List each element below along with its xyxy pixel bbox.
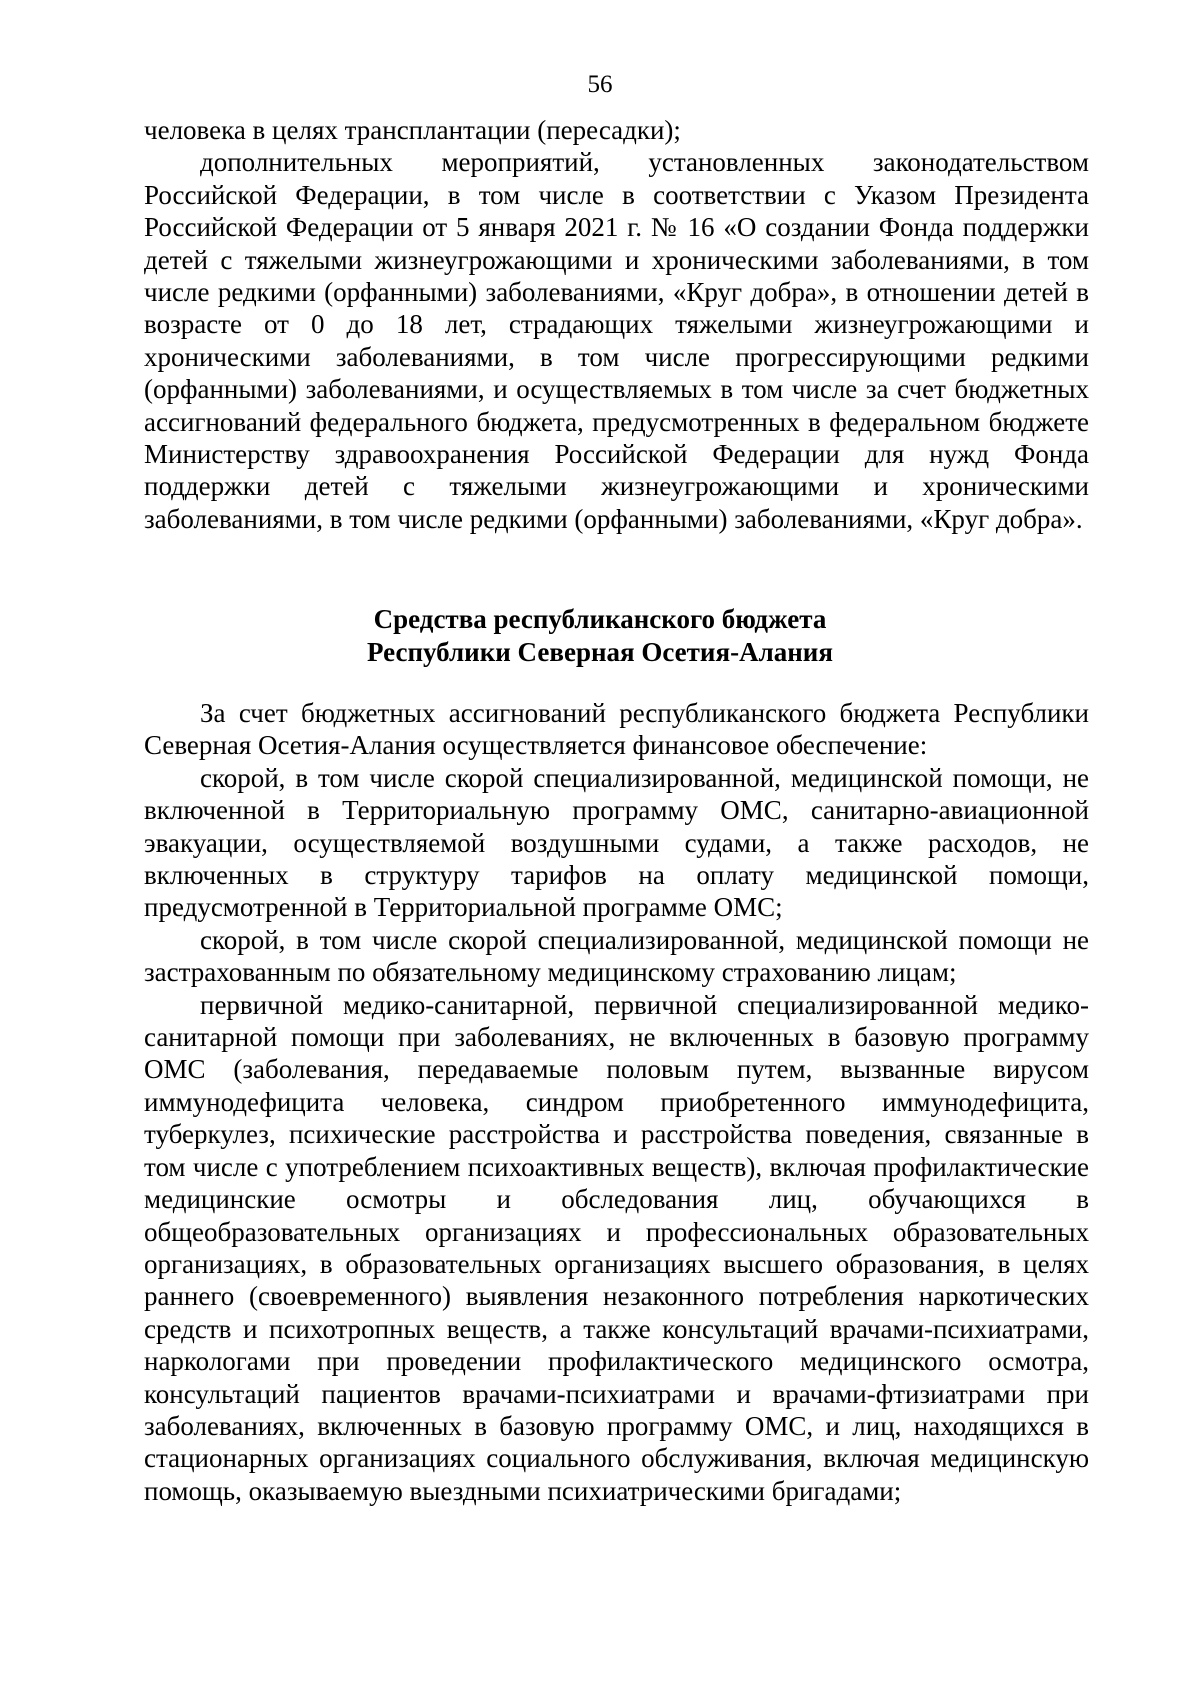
- paragraph: человека в целях трансплантации (пересадки);: [144, 115, 681, 145]
- section-heading: [0, 603, 1200, 668]
- page-number: 56: [587, 71, 613, 98]
- paragraph: первичной медико-санитарной, первичной специализированной медико-санитарной помощи при заболеваниях, не включенных в базовую программу ОМС (заболевания, передаваемые половым путем, вызванные вирусом иммунодефицита человека, синдром приобретенного иммунодефицита, туберкулез, психические расстройства и расстройства поведения, связанные в том числе с употреблением психоактивных веществ), включая профилактические медицинские осмотры и обследования лиц, обучающихся в общеобразовательных организациях и профессиональных образовательных организациях, в образовательных организациях высшего образования, в целях раннего (своевременного) выявления незаконного потребления наркотических средств и психотропных веществ, а также консультаций врачами-психиатрами, наркологами при проведении профилактического медицинского осмотра, консультаций пациентов врачами-психиатрами и врачами-фтизиатрами при заболеваниях, включенных в базовую программу ОМС, и лиц, находящихся в стационарных организациях социального обслуживания, включая медицинскую помощь, оказываемую выездными психиатрическими бригадами;: [144, 989, 1089, 1506]
- section-heading-line: Средства республиканского бюджета: [373, 604, 827, 634]
- paragraph: скорой, в том числе скорой специализированной, медицинской помощи, не включенной в Территориальную программу ОМС, санитарно-авиационной эвакуации, осуществляемой воздушными судами, а также расходов, не включенных в структуру тарифов на оплату медицинской помощи, предусмотренной в Территориальной программе ОМС;: [144, 762, 1089, 923]
- paragraph: За счет бюджетных ассигнований республиканского бюджета Республики Северная Осетия-Алания осуществляется финансовое обеспечение:: [144, 698, 1089, 761]
- paragraph: скорой, в том числе скорой специализированной, медицинской помощи не застрахованным по обязательному медицинскому страхованию лицам;: [144, 924, 1089, 988]
- section-heading-line: Республики Северная Осетия-Алания: [367, 636, 833, 667]
- paragraph: дополнительных мероприятий, установленных законодательством Российской Федерации, в том числе в соответствии с Указом Президента Российской Федерации от 5 января 2021 г. № 16 «О создании Фонда поддержки детей с тяжелыми жизнеугрожающими и хроническими заболеваниями, в том числе редкими (орфанными) заболеваниями, «Круг добра», в отношении детей в возрасте от 0 до 18 лет, страдающих тяжелыми жизнеугрожающими и хроническими заболеваниями, в том числе прогрессирующими редкими (орфанными) заболеваниями, и осуществляемых в том числе за счет бюджетных ассигнований федерального бюджета, предусмотренных в федеральном бюджете Министерству здравоохранения Российской Федерации для нужд Фонда поддержки детей с тяжелыми жизнеугрожающими и хроническими заболеваниями, в том числе редкими (орфанными) заболеваниями, «Круг добра».: [144, 147, 1089, 534]
- top-text-block: [144, 114, 1089, 535]
- bottom-text-block: [144, 697, 1089, 1507]
